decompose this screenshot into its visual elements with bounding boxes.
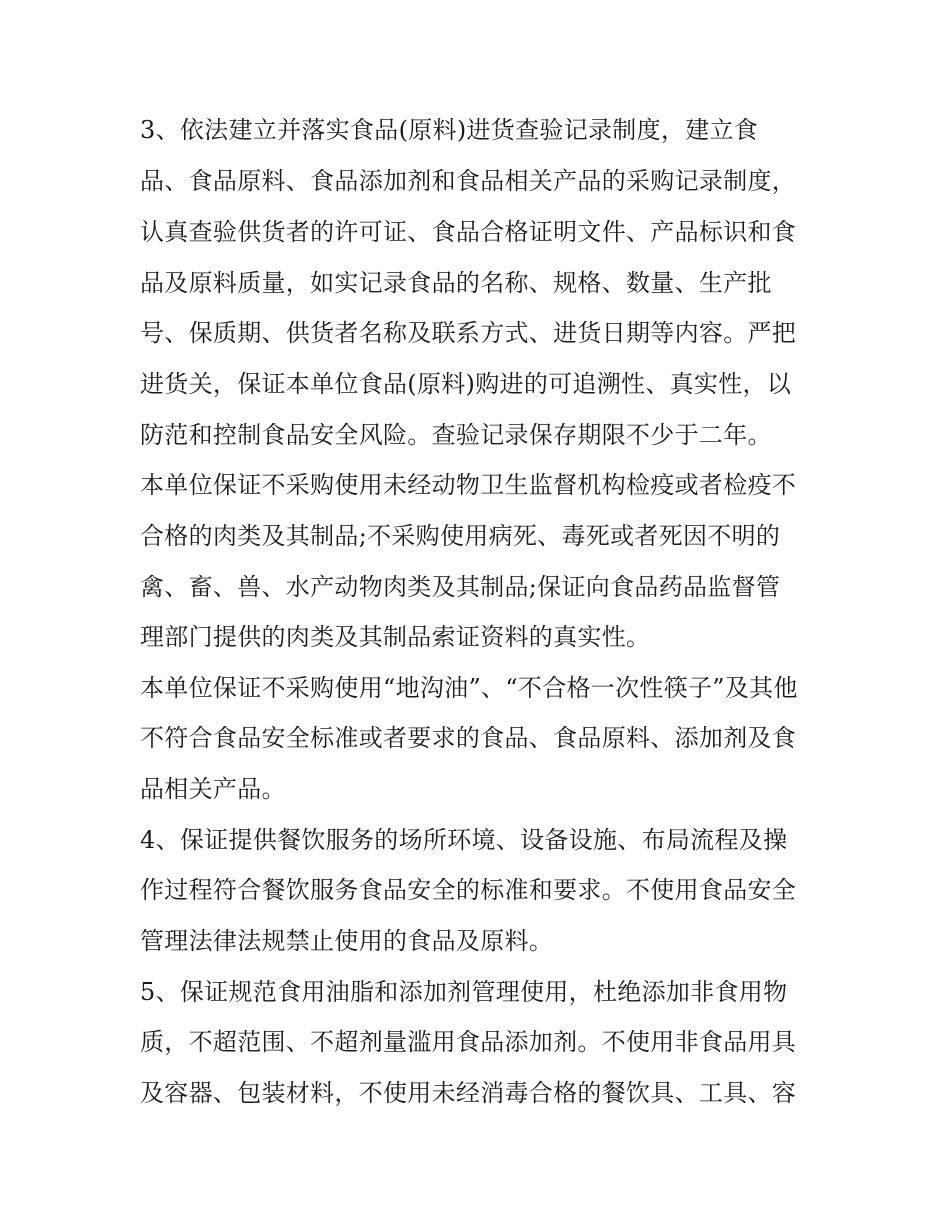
text-line: 理部门提供的肉类及其制品索证资料的真实性。 <box>140 623 651 651</box>
text-line: 品相关产品。 <box>140 775 286 803</box>
text-line: 号、保质期、供货者名称及联系方式、进货日期等内容。严把 <box>140 319 797 347</box>
text-line: 4、保证提供餐饮服务的场所环境、设备设施、布局流程及操 <box>140 826 788 854</box>
text-line: 本单位保证不采购使用“地沟油”、“不合格一次性筷子”及其他 <box>140 674 798 702</box>
text-line: 3、依法建立并落实食品(原料)进货查验记录制度，建立食 <box>140 116 759 144</box>
text-line: 品、食品原料、食品添加剂和食品相关产品的采购记录制度， <box>140 167 797 195</box>
text-line: 5、保证规范食用油脂和添加剂管理使用，杜绝添加非食用物 <box>140 978 788 1006</box>
text-line: 品及原料质量，如实记录食品的名称、规格、数量、生产批 <box>140 269 772 297</box>
text-line: 质，不超范围、不超剂量滥用食品添加剂。不使用非食品用具 <box>140 1028 797 1056</box>
text-line: 及容器、包装材料，不使用未经消毒合格的餐饮具、工具、容 <box>140 1079 797 1107</box>
text-line: 防范和控制食品安全风险。查验记录保存期限不少于二年。 <box>140 421 772 449</box>
text-line: 禽、畜、兽、水产动物肉类及其制品;保证向食品药品监督管 <box>140 573 781 601</box>
text-line: 认真查验供货者的许可证、食品合格证明文件、产品标识和食 <box>140 218 797 246</box>
text-line: 进货关，保证本单位食品(原料)购进的可追溯性、真实性，以 <box>140 370 792 398</box>
text-line: 合格的肉类及其制品;不采购使用病死、毒死或者死因不明的 <box>140 522 781 550</box>
text-line: 作过程符合餐饮服务食品安全的标准和要求。不使用食品安全 <box>140 876 797 904</box>
text-line: 不符合食品安全标准或者要求的食品、食品原料、添加剂及食 <box>140 724 797 752</box>
text-line: 本单位保证不采购使用未经动物卫生监督机构检疫或者检疫不 <box>140 471 797 499</box>
text-line: 管理法律法规禁止使用的食品及原料。 <box>140 927 554 955</box>
